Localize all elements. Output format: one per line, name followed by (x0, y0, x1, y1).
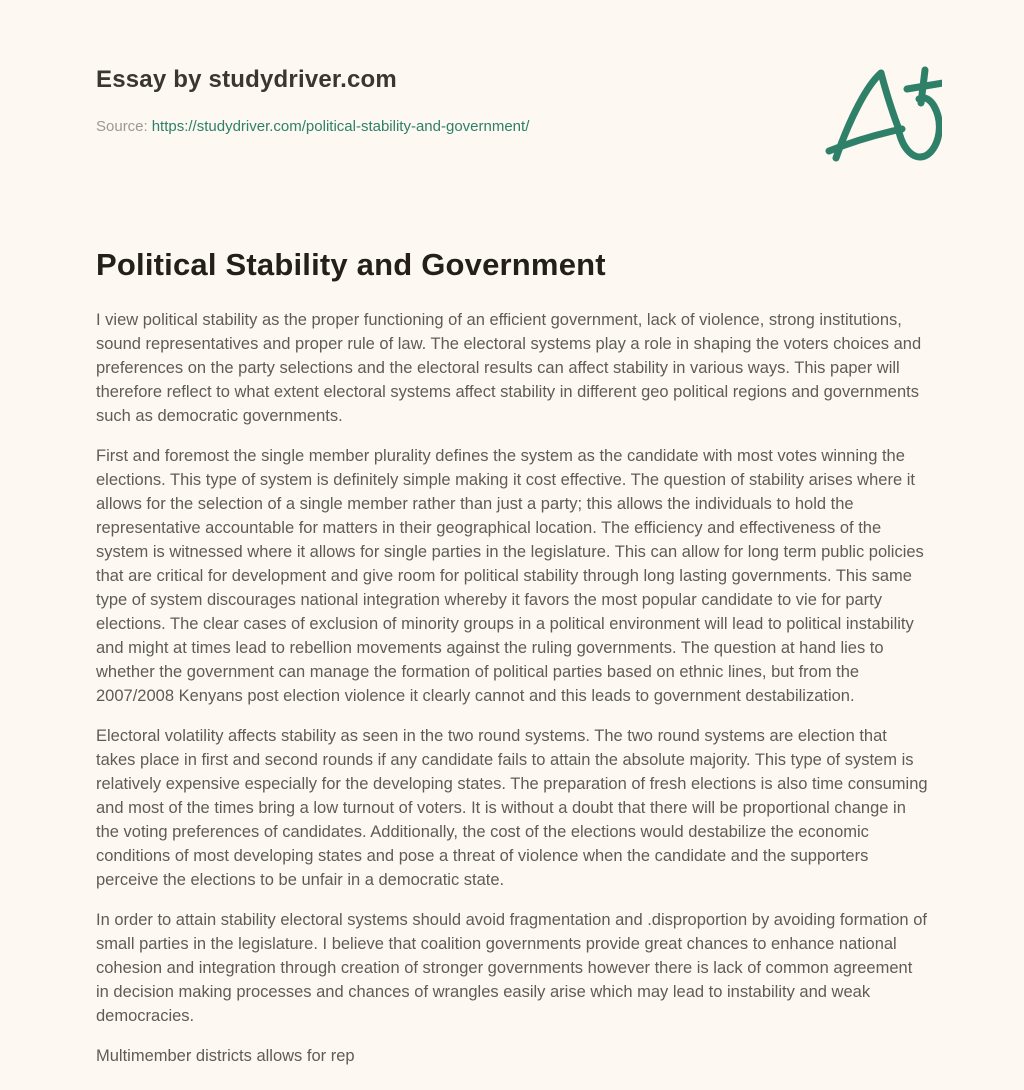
essay-byline: Essay by studydriver.com (96, 66, 397, 93)
essay-paragraph: In order to attain stability electoral systems should avoid fragmentation and .disproportion by avoiding formation of small parties in the legislature. I believe that coalition governments provide great chances to enhance national cohesion and integration through creation of stronger governments however there is lack of common agreement in decision making processes and chances of wrangles easily arise which may lead to instability and weak democracies. (96, 911, 927, 1025)
a-plus-logo-icon (822, 58, 942, 168)
essay-title: Political Stability and Government (96, 247, 606, 282)
studydriver-logo (822, 58, 942, 168)
source-label: Source: (96, 118, 148, 135)
essay-paragraph: I view political stability as the proper functioning of an efficient government, lack of violence, strong institutions, sound representatives and proper rule of law. The electoral systems play a role in shaping the voters choices and preferences on the party selections and the electoral results can affect stability in various ways. This paper will therefore reflect to what extent electoral systems affect stability in different geo political regions and governments such as democratic governments. (96, 311, 922, 425)
source-line (96, 118, 928, 135)
source-link[interactable]: https://studydriver.com/political-stability-and-government/ (151, 118, 530, 135)
essay-body (96, 308, 929, 1068)
essay-paragraph: First and foremost the single member plurality defines the system as the candidate with most votes winning the elections. This type of system is definitely simple making it cost effective. The question of stability arises where it allows for the selection of a single member rather than just a party; this allows the individuals to hold the representative accountable for matters in their geographical location. The efficiency and effectiveness of the system is witnessed where it allows for single parties in the legislature. This can allow for long term public policies that are critical for development and give room for political stability through long lasting governments. This same type of system discourages national integration whereby it favors the most popular candidate to vie for party elections. The clear cases of exclusion of minority groups in a political environment will lead to political instability and might at times lead to rebellion movements against the ruling governments. The question at hand lies to whether the government can manage the formation of political parties based on ethnic lines, but from the 2007/2008 Kenyans post election violence it clearly cannot and this leads to government destabilization. (96, 447, 924, 705)
essay-paragraph: Electoral volatility affects stability as seen in the two round systems. The two round systems are election that takes place in first and second rounds if any candidate fails to attain the absolute majority. This type of system is relatively expensive especially for the developing states. The preparation of fresh elections is also time consuming and most of the times bring a low turnout of voters. It is without a doubt that there will be proportional change in the voting preferences of candidates. Additionally, the cost of the elections would destabilize the economic conditions of most developing states and pose a threat of violence when the candidate and the supporters perceive the elections to be unfair in a democratic state. (96, 727, 928, 889)
essay-paragraph: Multimember districts allows for rep (96, 1047, 355, 1065)
